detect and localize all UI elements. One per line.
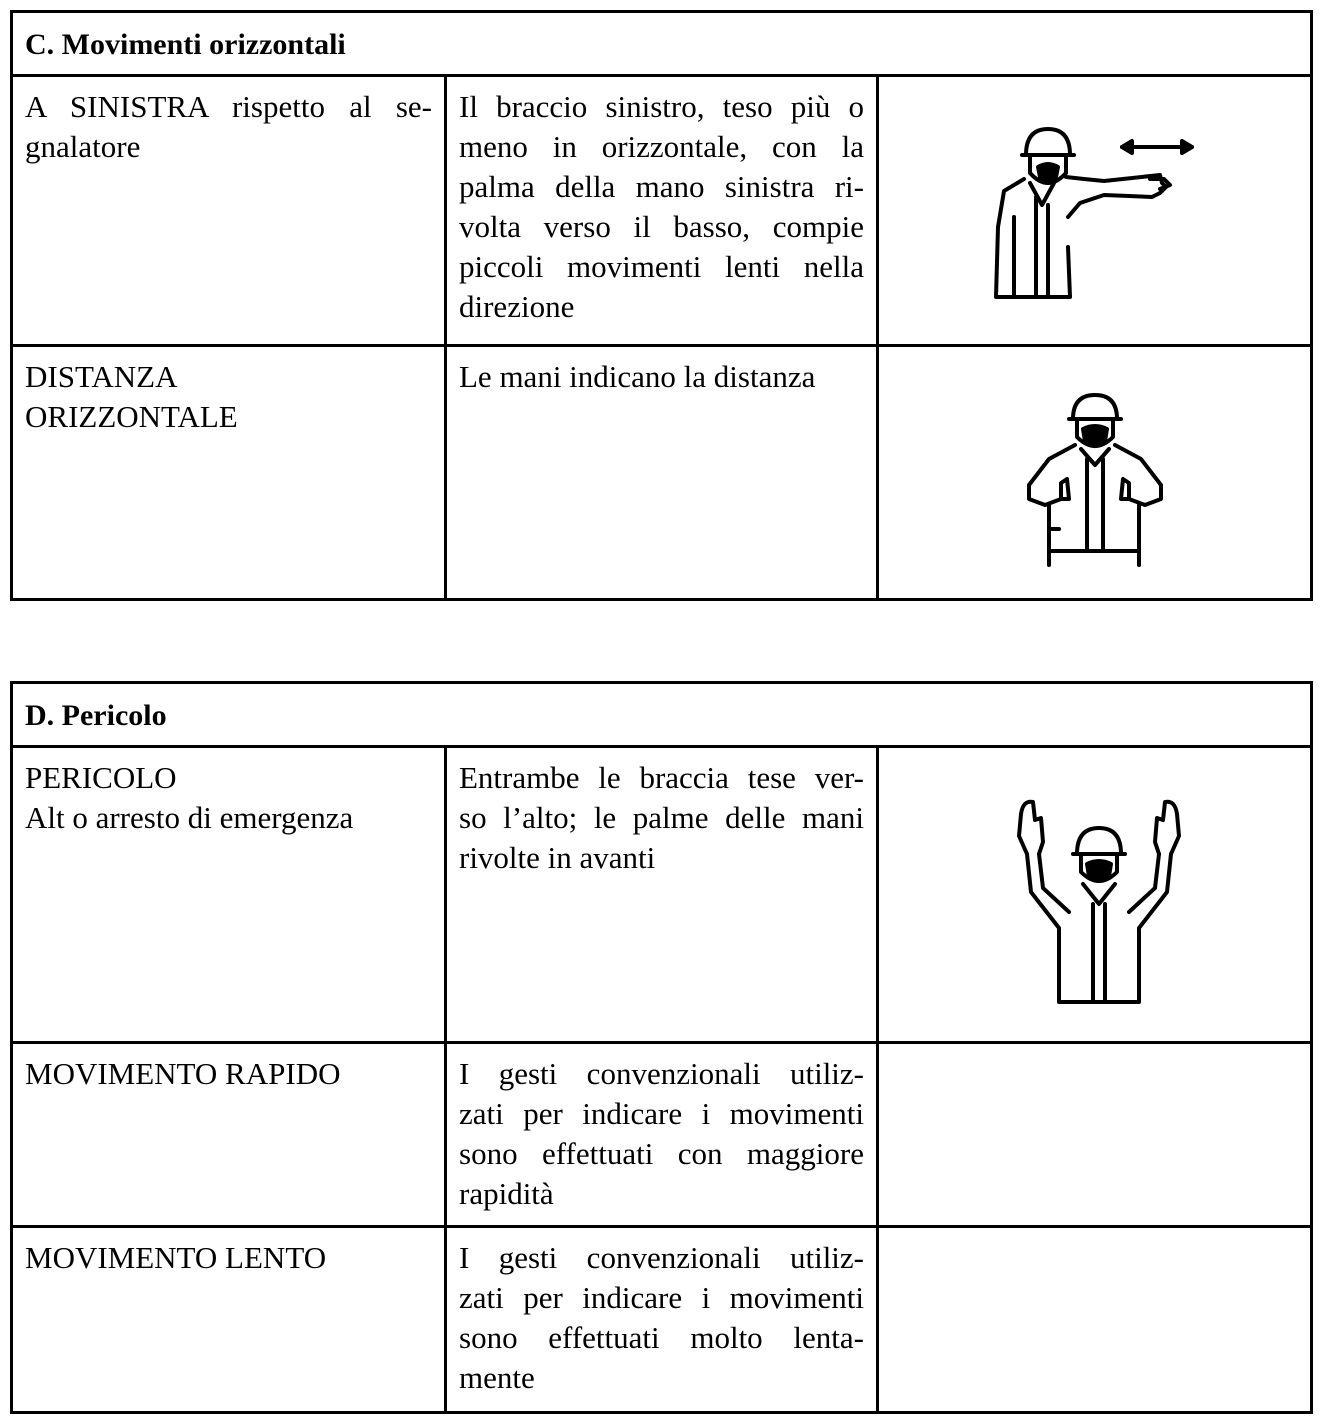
signaler-hands-distance-icon	[1019, 389, 1179, 569]
signal-figure-cell	[878, 747, 1312, 1043]
description-line: Le mani indicano la distanza	[459, 359, 816, 394]
section-c-title: C. Movimenti orizzontali	[12, 12, 1312, 76]
signal-name-line: ORIZZONTALE	[25, 399, 238, 434]
signal-description-cell	[446, 747, 878, 1043]
table-row	[12, 1227, 1312, 1413]
description-line: Il braccio sinistro, teso più o	[459, 89, 864, 124]
signal-name-line: PERICOLO	[25, 760, 177, 795]
signal-name-line: gnalatore	[25, 129, 141, 164]
description-line: sono effettuati molto lenta-	[459, 1320, 864, 1355]
description-line: piccoli movimenti lenti nella	[459, 249, 864, 284]
signal-description-cell	[446, 1043, 878, 1227]
signal-name-line: MOVIMENTO RAPIDO	[25, 1056, 341, 1091]
section-d-title: D. Pericolo	[12, 683, 1312, 747]
signal-description-cell	[446, 346, 878, 600]
signal-name-cell	[12, 76, 446, 346]
description-line: direzione	[459, 289, 575, 324]
section-d-header-row	[12, 683, 1312, 747]
signal-name-cell	[12, 1043, 446, 1227]
signaler-left-arm-horizontal-icon	[984, 117, 1204, 307]
signal-name-line: DISTANZA	[25, 359, 178, 394]
description-line: so l’alto; le palme delle mani	[459, 800, 864, 835]
description-line: sono effettuati con maggiore	[459, 1136, 864, 1171]
description-line: mente	[459, 1360, 535, 1395]
signal-figure-cell	[878, 76, 1312, 346]
signal-figure-cell	[878, 346, 1312, 600]
signal-description-cell	[446, 1227, 878, 1413]
table-row	[12, 747, 1312, 1043]
signal-figure-cell	[878, 1043, 1312, 1227]
signal-name-line: A SINISTRA rispetto al se-	[25, 89, 432, 124]
table-row	[12, 1043, 1312, 1227]
section-c-header-row	[12, 12, 1312, 76]
description-line: I gesti convenzionali utiliz-	[459, 1240, 864, 1275]
description-line: rivolte in avanti	[459, 840, 656, 875]
signal-name-cell	[12, 747, 446, 1043]
signal-name-line: MOVIMENTO LENTO	[25, 1240, 327, 1275]
section-c-table	[10, 10, 1313, 601]
section-d-table	[10, 681, 1313, 1414]
description-line: palma della mano sinistra ri-	[459, 169, 864, 204]
signal-description-cell	[446, 76, 878, 346]
description-line: Entrambe le braccia tese ver-	[459, 760, 864, 795]
signal-figure-cell	[878, 1227, 1312, 1413]
description-line: zati per indicare i movimenti	[459, 1280, 864, 1315]
table-row	[12, 76, 1312, 346]
signal-name-cell	[12, 346, 446, 600]
description-line: rapidità	[459, 1176, 554, 1211]
table-row	[12, 346, 1312, 600]
signal-name-line: Alt o arresto di emergenza	[25, 800, 354, 835]
signaler-both-arms-up-icon	[1009, 792, 1189, 1012]
description-line: zati per indicare i movimenti	[459, 1096, 864, 1131]
signal-name-cell	[12, 1227, 446, 1413]
description-line: meno in orizzontale, con la	[459, 129, 864, 164]
description-line: I gesti convenzionali utiliz-	[459, 1056, 864, 1091]
description-line: volta verso il basso, compie	[459, 209, 864, 244]
